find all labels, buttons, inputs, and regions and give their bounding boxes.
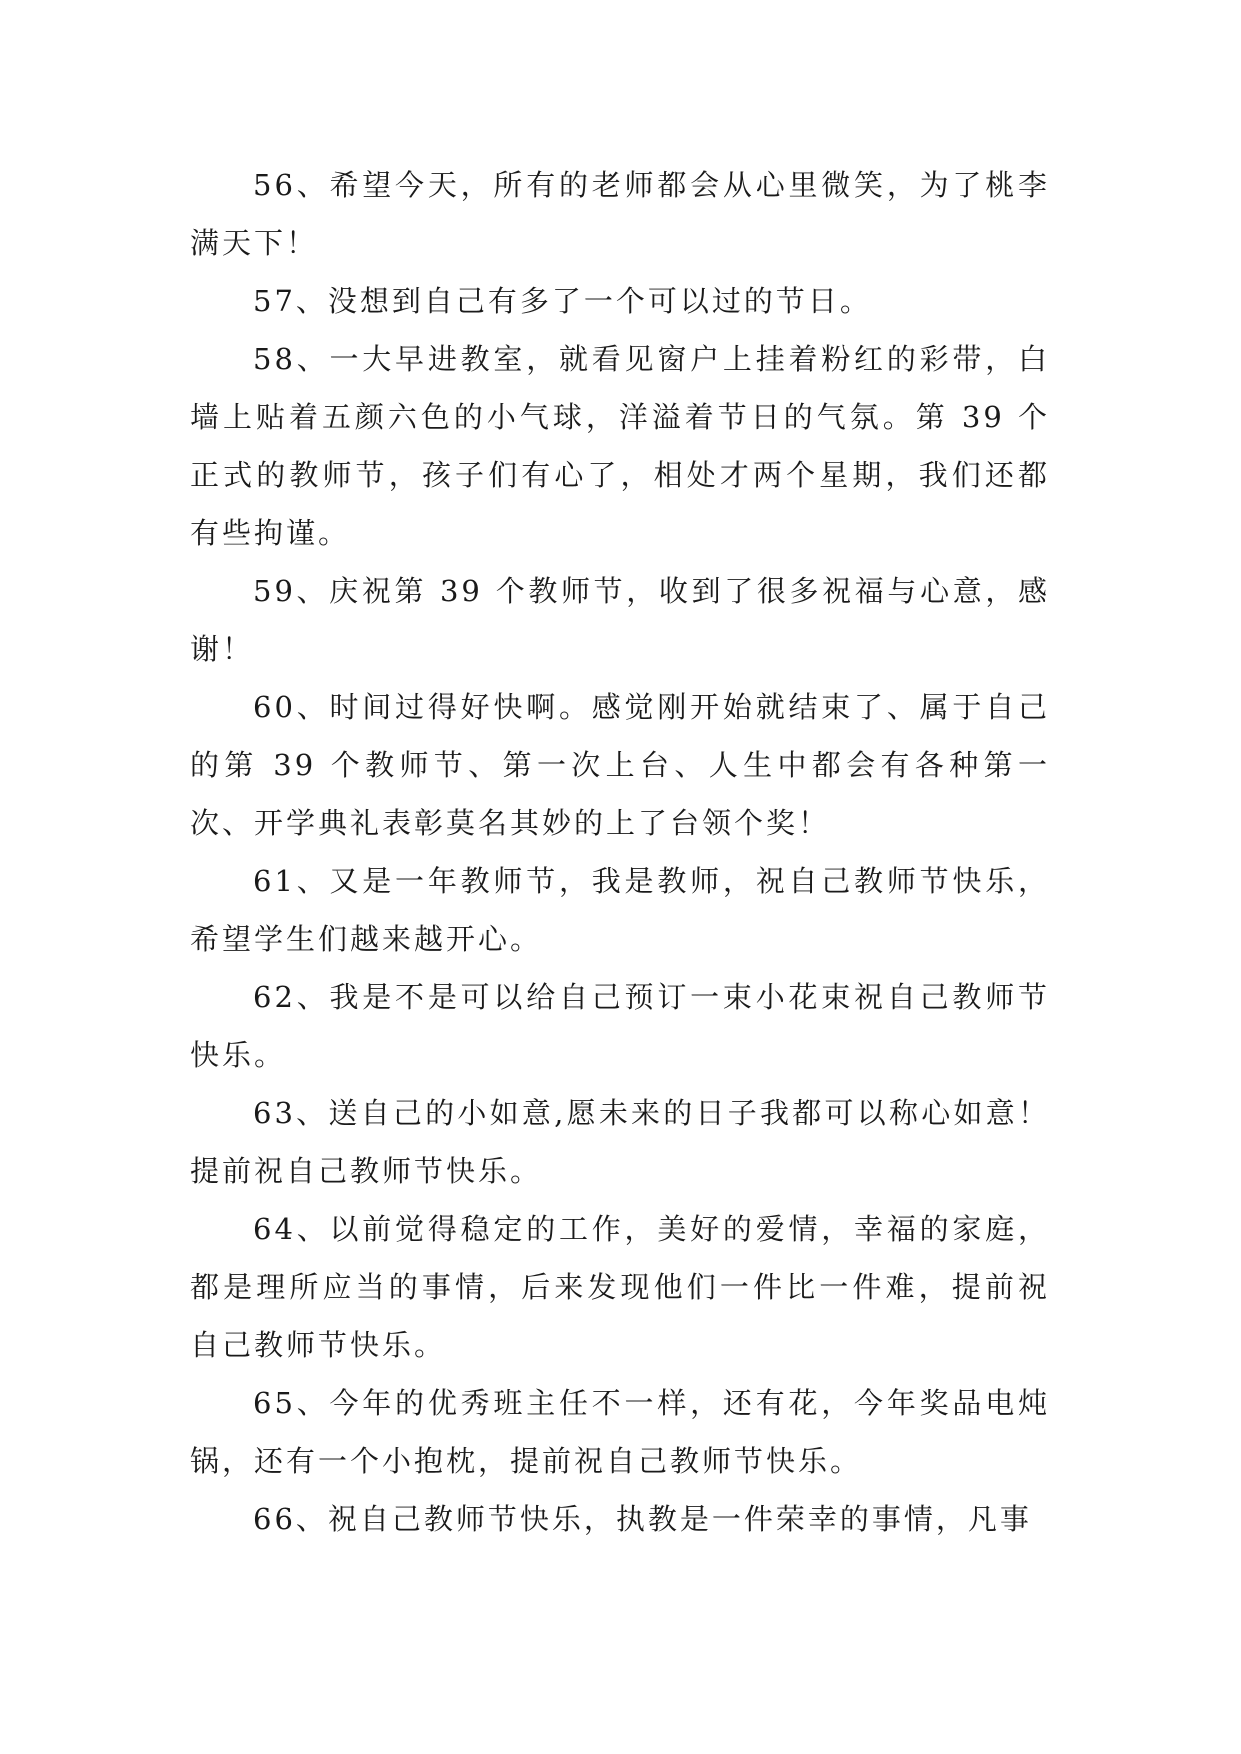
paragraph-59: 59、庆祝第 39 个教师节，收到了很多祝福与心意，感谢！ [190, 574, 1050, 666]
paragraph-56: 56、希望今天，所有的老师都会从心里微笑，为了桃李满天下！ [190, 168, 1050, 260]
paragraph-61: 61、又是一年教师节，我是教师，祝自己教师节快乐，希望学生们越来越开心。 [190, 864, 1050, 956]
paragraph-65: 65、今年的优秀班主任不一样，还有花，今年奖品电炖锅，还有一个小抱枕，提前祝自己教师节快乐。 [190, 1386, 1050, 1478]
paragraph-60: 60、时间过得好快啊。感觉刚开始就结束了、属于自己的第 39 个教师节、第一次上台、人生中都会有各种第一次、开学典礼表彰莫名其妙的上了台领个奖！ [190, 690, 1050, 840]
document-body [190, 156, 1050, 1548]
paragraph-66: 66、祝自己教师节快乐，执教是一件荣幸的事情，凡事 [253, 1502, 1032, 1536]
paragraph-62: 62、我是不是可以给自己预订一束小花束祝自己教师节快乐。 [190, 980, 1050, 1072]
paragraph-58: 58、一大早进教室，就看见窗户上挂着粉红的彩带，白墙上贴着五颜六色的小气球，洋溢着节日的气氛。第 39 个正式的教师节，孩子们有心了，相处才两个星期，我们还都有些拘谨。 [190, 342, 1050, 550]
paragraph-64: 64、以前觉得稳定的工作，美好的爱情，幸福的家庭，都是理所应当的事情，后来发现他们一件比一件难，提前祝自己教师节快乐。 [190, 1212, 1050, 1362]
paragraph-63: 63、送自己的小如意,愿未来的日子我都可以称心如意！提前祝自己教师节快乐。 [190, 1096, 1050, 1188]
paragraph-57: 57、没想到自己有多了一个可以过的节日。 [253, 284, 872, 318]
